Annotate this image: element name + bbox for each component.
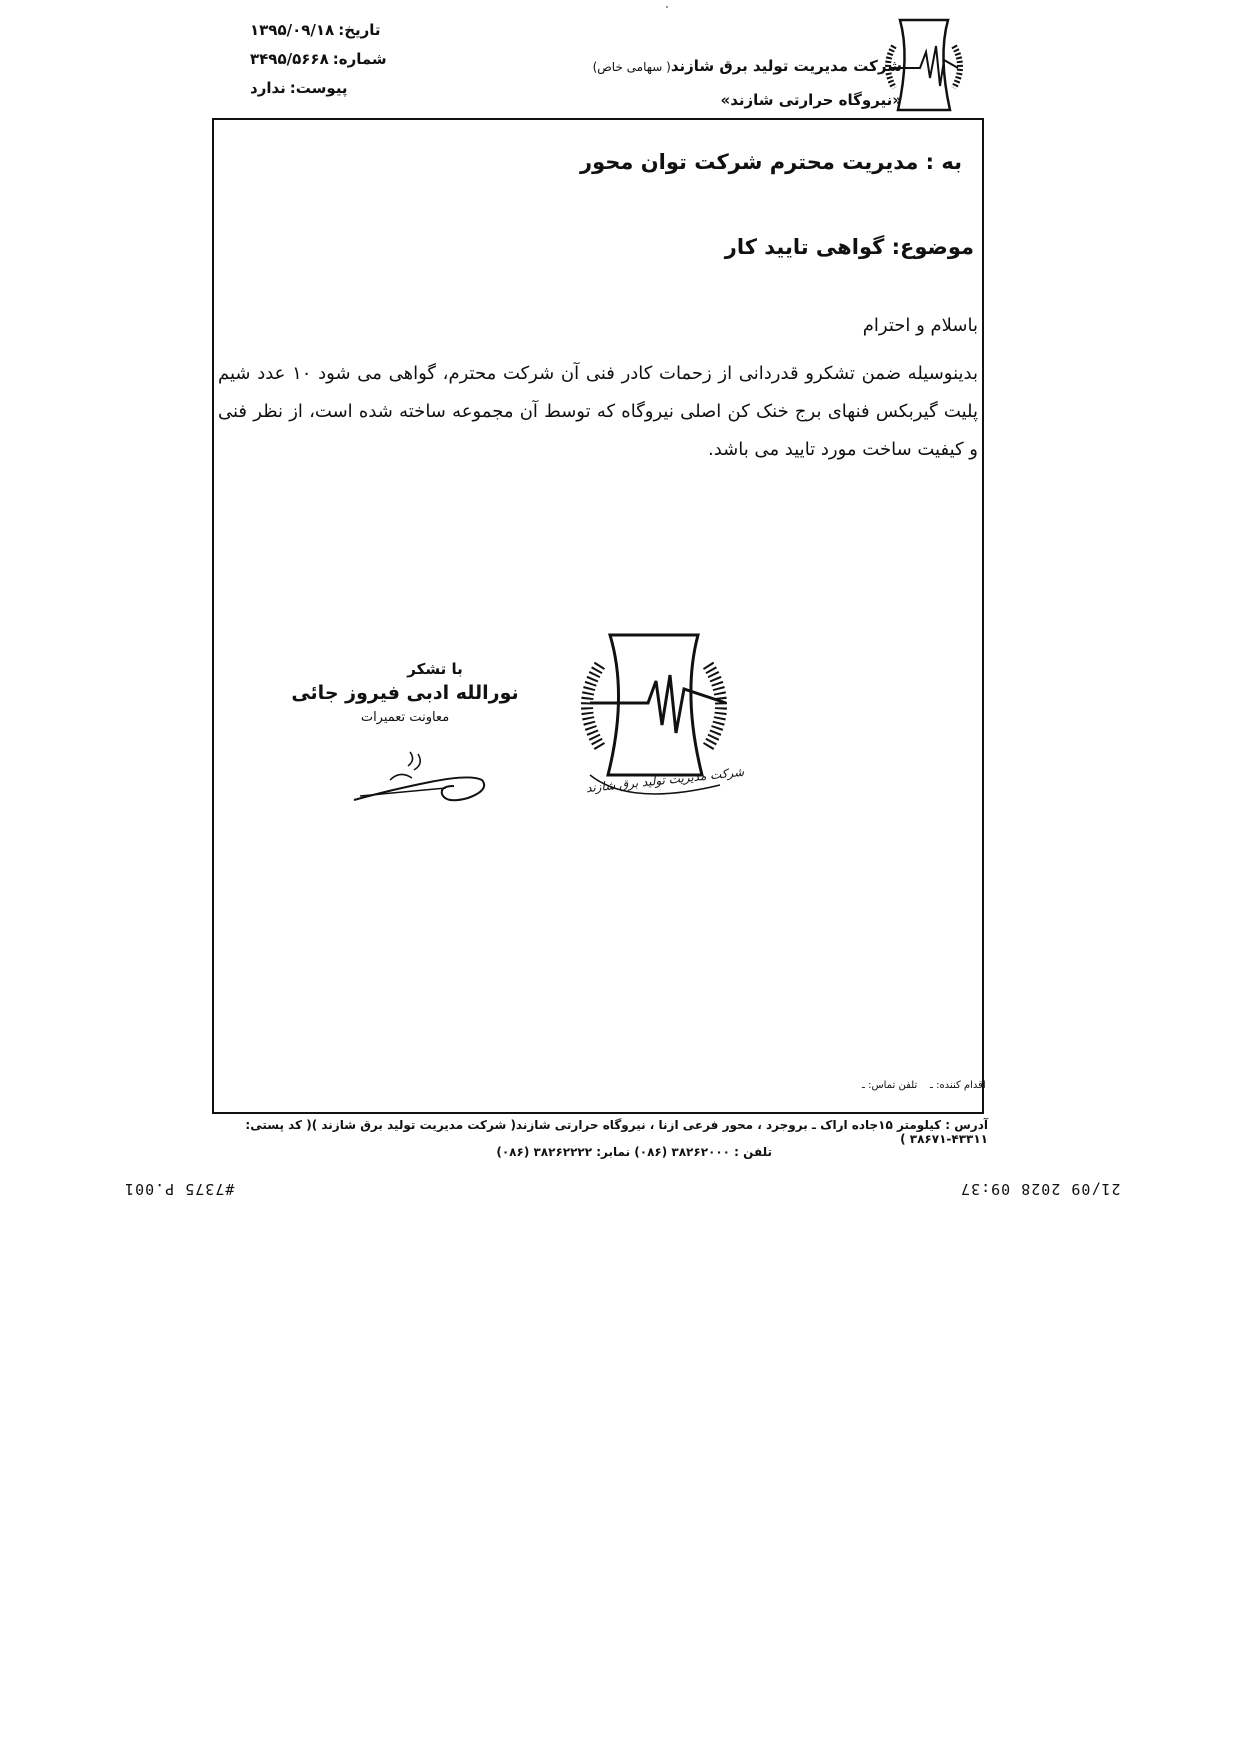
fax-timestamp: 21/09 2028 09:37 [960, 1180, 1121, 1198]
handwritten-signature-icon [350, 750, 500, 810]
plant-name: «نیروگاه حرارتی شازند» [720, 91, 902, 109]
footer-address: آدرس : کیلومتر ۱۵جاده اراک ـ بروجرد ، محور فرعی ازنا ، نیروگاه حرارتی شازند( شرکت مدیریت تولید برق شازند )( کد پستی: ۴۳۳۱۱-۳۸۶۷۱ ) [245, 1118, 988, 1146]
company-type: ( سهامی خاص) [592, 60, 671, 74]
fax-page-id: #7375 P.001 [124, 1180, 235, 1198]
date-value: ۱۳۹۵/۰۹/۱۸ [250, 21, 335, 39]
number-label: شماره: [332, 50, 387, 68]
action-by: اقدام کننده: ـ [929, 1080, 986, 1091]
number-value: ۳۴۹۵/۵۶۶۸ [250, 50, 329, 68]
scan-mark [666, 6, 668, 8]
company-header [582, 50, 902, 117]
letter-body-frame [212, 118, 984, 1114]
number-row [250, 45, 410, 74]
company-stamp-icon [570, 625, 750, 815]
closing-block [290, 660, 520, 725]
company-name: شرکت مدیریت تولید برق شازند [670, 57, 902, 75]
attachment-row [250, 74, 410, 103]
footnote [862, 1080, 986, 1091]
attachment-value: ندارد [250, 79, 286, 97]
closing-text: با تشکر [407, 660, 463, 678]
footer-phones: تلفن : ۳۸۲۶۲۰۰۰ (۰۸۶) نمابر: ۳۸۲۶۲۲۲۲ (۰۸۶) [496, 1145, 772, 1159]
signer-title: معاونت تعمیرات [360, 710, 450, 725]
date-label: تاریخ: [338, 21, 381, 39]
recipient-line: به : مدیریت محترم شرکت توان محور [580, 150, 962, 174]
subject-line: موضوع: گواهی تایید کار [724, 235, 974, 259]
letter-body: بدینوسیله ضمن تشکرو قدردانی از زحمات کادر فنی آن شرکت محترم، گواهی می شود ۱۰ عدد شیم پلیت گیربکس فنهای برج خنک کن اصلی نیروگاه که توسط آن مجموعه ساخته شده است، از نظر فنی و کیفیت ساخت مورد تایید می باشد. [218, 363, 978, 460]
signer-name: نورالله ادبی فیروز جائی [291, 682, 519, 704]
power-plant-logo-icon [880, 16, 968, 114]
stamp-text: شرکت مدیریت تولید برق شازند [585, 764, 745, 796]
greeting: باسلام و احترام [862, 315, 978, 336]
attachment-label: پیوست: [289, 79, 348, 97]
contact-phone: تلفن تماس: ـ [862, 1080, 918, 1091]
date-row [250, 16, 410, 45]
letter-meta [250, 16, 410, 103]
